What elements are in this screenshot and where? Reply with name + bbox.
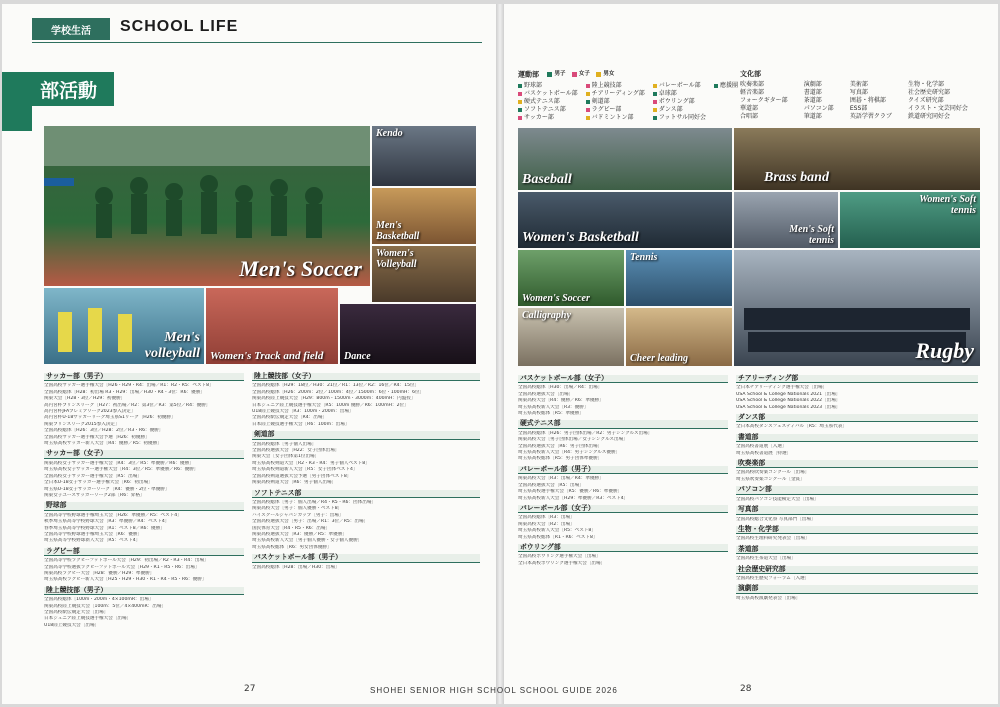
club-list-item bbox=[653, 82, 706, 90]
right-column-2 bbox=[736, 372, 978, 672]
club-result-line: 埼玉県高校新人大会［R5：ベスト8］ bbox=[518, 528, 596, 534]
club-heading: ダンス部 bbox=[736, 414, 978, 422]
club-heading: 写真部 bbox=[736, 506, 978, 514]
club-name: ボウリング部 bbox=[658, 97, 695, 105]
club-result-line: 全国高校総体［H26：200m：2位／100m：4位／1500m：6位・100mH：6位］ bbox=[252, 389, 425, 395]
photo-dance bbox=[340, 304, 476, 364]
club-list-item bbox=[586, 98, 645, 106]
club-result-line: 関東高校陸上競技大会［H29：800m・1500m・3000m：400mH：円盤投］ bbox=[252, 396, 416, 402]
club-heading: バスケットボール部（男子） bbox=[252, 554, 480, 562]
club-list-item bbox=[804, 81, 842, 89]
caption-rugby: Rugby bbox=[915, 338, 974, 363]
club-result-line: 関東高校大会［R2：出場］ bbox=[518, 521, 575, 527]
gender-marker bbox=[653, 116, 657, 120]
club-result-line: 全国高校生茶道大会［出場］ bbox=[736, 556, 796, 562]
club-result-line: 全国高校サッカー選手権大会［H26・R29・R4：出場／R1：R2・R5：ベスト8］ bbox=[44, 383, 214, 389]
club-name: 社会歴史研究部 bbox=[908, 89, 951, 96]
club-list-item bbox=[850, 105, 900, 113]
club-name: 軽音楽部 bbox=[740, 89, 765, 96]
club-name: 合唱部 bbox=[740, 113, 759, 120]
club-result-line: 全日本チアリーディング選手権大会［出場］ bbox=[736, 385, 828, 391]
club-result-line: 全国高校剣道選抜大会予選［男子団体ベスト8］ bbox=[252, 473, 352, 479]
right-column-1 bbox=[518, 372, 728, 672]
photo-brass bbox=[734, 128, 980, 190]
caption-baseball: Baseball bbox=[522, 172, 572, 187]
club-result-line: 全国高校選抜大会［男子：出場／R1：3位／R5：出場］ bbox=[252, 519, 369, 525]
club-result-line: USA School & College Nationals 2022［出場］ bbox=[736, 398, 841, 404]
club-result-line: 埼玉県高校新人大会［R4：男子シングルス優勝］ bbox=[518, 450, 621, 456]
club-list-item bbox=[908, 113, 976, 121]
club-heading: バレーボール部（男子） bbox=[518, 466, 728, 474]
club-result-line: 関東高校大会［R3：出場／R4：準優勝］ bbox=[518, 476, 604, 482]
club-result-line: 全国高等学校ラグビーフットボール大会［H29：初出場／R2・R3・R4：出場］ bbox=[44, 558, 209, 564]
club-name: 剣道部 bbox=[591, 97, 610, 105]
club-list-item bbox=[740, 105, 796, 113]
club-list-item bbox=[714, 114, 738, 122]
club-result-line: 全国高校書道展［入選］ bbox=[736, 444, 787, 450]
club-name: ソフトテニス部 bbox=[524, 105, 566, 113]
club-heading: 剣道部 bbox=[252, 431, 480, 439]
caption-soft-tennis-women: Women's Soft tennis bbox=[919, 194, 976, 216]
gender-marker bbox=[586, 100, 590, 104]
club-heading: ボウリング部 bbox=[518, 544, 728, 552]
page-number-left: 27 bbox=[244, 684, 256, 694]
club-result-line: 全国高校選抜大会［H22：女子団体出場］ bbox=[252, 448, 340, 454]
gender-marker bbox=[653, 84, 657, 88]
club-result-line: 全国高校選抜大会［R5：出場］ bbox=[518, 482, 584, 488]
club-heading: サッカー部（女子） bbox=[44, 450, 244, 458]
club-result-line: 日本ジュニア陸上競技選手権大会［出場］ bbox=[44, 616, 132, 622]
gender-marker bbox=[586, 84, 590, 88]
club-result-line: 全国高等学校選抜ラグビーフットボール大会［H29・R1・R5・R6：出場］ bbox=[44, 564, 200, 570]
sports-list-title: 運動部 bbox=[518, 70, 539, 79]
right-page bbox=[504, 4, 998, 704]
club-heading: 硬式テニス部 bbox=[518, 420, 728, 428]
photo-volleyball-men bbox=[44, 288, 204, 364]
photo-tennis bbox=[626, 250, 732, 306]
club-name: 華道部 bbox=[740, 105, 759, 112]
club-name: ラグビー部 bbox=[591, 105, 622, 113]
club-name: チアリーディング部 bbox=[591, 89, 645, 97]
club-heading: 陸上競技部（女子） bbox=[252, 373, 480, 381]
gender-marker bbox=[653, 92, 657, 96]
club-result-line: 埼玉県高校総体［R5：男子団体準優勝］ bbox=[518, 456, 603, 462]
club-heading: チアリーディング部 bbox=[736, 375, 978, 383]
club-list-item bbox=[804, 105, 842, 113]
photo-soccer-women bbox=[518, 250, 624, 306]
club-result-line: 関東プリンスリーグ2015参入決定］ bbox=[44, 421, 120, 427]
club-result-line: 日本陸上競技選手権大会［R6：100m：出場］ bbox=[252, 421, 350, 427]
club-heading: バレーボール部（女子） bbox=[518, 505, 728, 513]
club-list-item bbox=[850, 89, 900, 97]
club-list-item bbox=[740, 113, 796, 121]
gender-marker bbox=[653, 100, 657, 104]
club-name: 陸上競技部 bbox=[591, 81, 622, 89]
caption-brass: Brass band bbox=[764, 170, 829, 185]
club-heading: 野球部 bbox=[44, 502, 244, 510]
sports-club-list bbox=[518, 70, 739, 122]
club-result-line: 全国高校総合文化祭 写真部門［出場］ bbox=[736, 516, 816, 522]
club-result-line: 埼玉県高校サッカー新人大会［R4：優勝／R5：初優勝］ bbox=[44, 441, 162, 447]
photo-volleyball-women bbox=[372, 246, 476, 302]
caption-calligraphy: Calligraphy bbox=[522, 310, 571, 321]
club-name: 吹奏楽部 bbox=[740, 81, 765, 88]
club-result-line: 関東女子ユースサッカーリーグ2部［R6：昇格］ bbox=[44, 492, 145, 498]
club-result-line: 関東高校大会［R4：優勝／R6：準優勝］ bbox=[518, 398, 604, 404]
club-result-line: 関東高校大会［男子：個人優勝・ベスト8］ bbox=[252, 506, 343, 512]
club-name: 演劇部 bbox=[803, 81, 822, 88]
club-list-item bbox=[908, 97, 976, 105]
culture-list-title: 文化部 bbox=[740, 70, 761, 78]
club-name: 茶道部 bbox=[803, 97, 822, 104]
gender-marker bbox=[518, 100, 522, 104]
club-result-line: 国民体育大会［R4・R5・R6：出場］ bbox=[252, 525, 331, 531]
club-result-line: 全国高校総体［男子：個人出場／R4・R5・R6：団体出場］ bbox=[252, 499, 377, 505]
club-result-line: 埼玉県高校総体［R5：準優勝］ bbox=[518, 411, 584, 417]
club-result-line: U18陸上競技大会［出場］ bbox=[44, 622, 100, 628]
club-result-line: 全国高校総体［男子個人出場］ bbox=[252, 441, 317, 447]
club-result-line: 高円宮杯U-18サッカーリーグ埼玉県S1リーグ［H26：初優勝］ bbox=[44, 415, 176, 421]
club-result-line: 全日本高校ダンスフェスティバル［R5：埼玉県代表］ bbox=[736, 424, 847, 430]
club-list-item bbox=[740, 97, 796, 105]
club-name: 囲碁・将棋部 bbox=[849, 97, 886, 104]
club-list-item bbox=[518, 98, 578, 106]
club-result-line: 埼玉県高校新人大会［男子個人優勝・女子個人優勝］ bbox=[252, 538, 363, 544]
photo-rugby bbox=[734, 250, 980, 366]
photo-kendo bbox=[372, 126, 476, 186]
section-accent bbox=[2, 105, 32, 131]
culture-club-list bbox=[740, 70, 976, 121]
club-result-line: 全国高校生理科研究発表会［出場］ bbox=[736, 536, 810, 542]
header-rule bbox=[32, 42, 482, 43]
club-result-line: 関東大会［H28・3位／H29：初優勝］ bbox=[44, 396, 126, 402]
caption-soccer-women: Women's Soccer bbox=[522, 293, 590, 304]
club-name: フォークギター部 bbox=[740, 97, 788, 104]
club-name: 應援團 bbox=[720, 81, 739, 89]
photo-track bbox=[206, 288, 338, 364]
club-result-line: 埼玉県高校総体［R6：男女団体優勝］ bbox=[252, 544, 332, 550]
club-heading: ソフトテニス部 bbox=[252, 490, 480, 498]
culture-grid bbox=[740, 81, 976, 121]
photo-basketball-women bbox=[518, 192, 732, 248]
gender-marker bbox=[518, 108, 522, 112]
club-result-line: 全国高校駅伝競走大会［出場］ bbox=[44, 610, 109, 615]
club-result-line: 日本ジュニア陸上競技選手権大会［R5：100m 優勝／R6：100mH：2位］ bbox=[252, 402, 409, 408]
photo-basketball bbox=[372, 188, 476, 244]
caption-soccer: Men's Soccer bbox=[239, 256, 362, 281]
club-result-line: 関東高校選抜大会［R3：優勝／R5：準優勝］ bbox=[252, 531, 347, 537]
club-list-item bbox=[653, 90, 706, 98]
caption-volleyball-women: Women's Volleyball bbox=[376, 248, 417, 270]
club-result-line: 全国高校吹奏楽コンクール［出場］ bbox=[736, 470, 810, 476]
club-heading: 茶道部 bbox=[736, 546, 978, 554]
club-list-item bbox=[653, 114, 706, 122]
club-result-line: 埼玉県吹奏楽コンクール［金賞］ bbox=[736, 476, 805, 482]
club-list-item bbox=[518, 106, 578, 114]
club-list-item bbox=[518, 114, 578, 122]
club-result-line: 埼玉県高校ラグビー新人大会［H25・H29・H30・R1・R4・R5・R6：優勝］ bbox=[44, 577, 207, 583]
club-result-line: 全国高校生歴史フォーラム［入選］ bbox=[736, 575, 810, 581]
club-result-line: U18陸上競技大会［R3：100m・200m：出場］ bbox=[252, 409, 354, 415]
gutter bbox=[496, 4, 504, 704]
club-name: 美術部 bbox=[849, 81, 868, 88]
club-heading: パソコン部 bbox=[736, 486, 978, 494]
gender-marker bbox=[586, 108, 590, 112]
club-heading: 陸上競技部（男子） bbox=[44, 587, 244, 595]
club-result-line: 埼玉県高校新人大会［R3：優勝］ bbox=[518, 404, 589, 410]
club-result-line: 埼玉県高校総体［R1・R6：ベスト8］ bbox=[518, 534, 598, 540]
left-column-1 bbox=[44, 370, 244, 686]
club-heading: 演劇部 bbox=[736, 585, 978, 593]
club-list-item bbox=[908, 81, 976, 89]
club-result-line: 全国高校総体［H28：初出場 R3・H29：出場／H30・R4・3位：R6：優勝］ bbox=[44, 389, 205, 395]
club-heading: バスケットボール部（女子） bbox=[518, 375, 728, 383]
club-result-line: 全国高校総体［H28：出場／H30：出場］ bbox=[252, 564, 340, 570]
header-tag: 学校生活 bbox=[32, 18, 110, 40]
club-result-line: 全国高校総体［H26：男子団体出場／R2：男子シングルス出場］ bbox=[518, 430, 653, 436]
club-name: ESS部 bbox=[849, 105, 868, 112]
sports-grid bbox=[518, 81, 739, 122]
club-name: バドミントン部 bbox=[591, 113, 634, 121]
club-result-line: 全国高校選抜大会［R6：男子団体出場］ bbox=[518, 443, 603, 449]
club-list-item bbox=[653, 98, 706, 106]
gender-marker bbox=[518, 92, 522, 96]
club-list-item bbox=[740, 81, 796, 89]
club-result-line: 埼玉県高校選手権大会［R5：優勝／R6：準優勝］ bbox=[518, 489, 623, 495]
gender-marker bbox=[586, 92, 590, 96]
caption-basketball: Men's Basketball bbox=[376, 220, 420, 242]
caption-dance: Dance bbox=[344, 351, 371, 362]
club-result-line: 秋季埼玉県高等学校野球大会［R3：準優勝／R4：ベスト4］ bbox=[44, 519, 170, 525]
caption-basketball-women: Women's Basketball bbox=[522, 230, 639, 245]
club-name: 野球部 bbox=[524, 81, 543, 89]
club-heading: 吹奏楽部 bbox=[736, 460, 978, 468]
gender-marker bbox=[518, 84, 522, 88]
club-result-line: 全国高校総体［100m・200m・4×100mR：出場］ bbox=[44, 597, 154, 603]
club-result-line: ハイスクールジャパンカップ［男子：出場］ bbox=[252, 512, 344, 518]
club-list-item bbox=[908, 105, 976, 113]
photo-baseball bbox=[518, 128, 732, 190]
club-list-item bbox=[586, 114, 645, 122]
club-result-line: 高円宮杯JFAプレミアリーグ2023参入決定］ bbox=[44, 409, 136, 415]
gender-marker bbox=[714, 84, 718, 88]
club-list-item bbox=[714, 90, 738, 98]
club-result-line: 埼玉県高校書道展［特選］ bbox=[736, 450, 792, 456]
legend-female: 女子 bbox=[578, 71, 590, 77]
club-result-line: 全国高校駅伝競走大会［R4：出場］ bbox=[252, 415, 328, 421]
club-result-line: 全国高校総体［R3：出場］ bbox=[518, 515, 575, 521]
club-list-item bbox=[714, 82, 738, 90]
club-result-line: 全国高等学校野球選手権埼玉大会［H26：準優勝／R5：ベスト4］ bbox=[44, 512, 182, 518]
club-result-line: 関東高校女子サッカー選手権大会［R4：3位／R5：準優勝／R6：優勝］ bbox=[44, 460, 194, 466]
club-result-line: 全日本高校ボウリング選手権大会［出場］ bbox=[518, 560, 606, 566]
club-name: 書道部 bbox=[803, 89, 822, 96]
club-name: ダンス部 bbox=[658, 105, 683, 113]
gender-marker bbox=[586, 116, 590, 120]
photo-cheer bbox=[626, 308, 732, 366]
legend-coed: 男女 bbox=[603, 71, 615, 77]
club-heading: 社会歴史研究部 bbox=[736, 566, 978, 574]
club-list-item bbox=[586, 106, 645, 114]
caption-kendo: Kendo bbox=[376, 128, 403, 139]
left-column-2 bbox=[252, 370, 480, 686]
club-name: サッカー部 bbox=[524, 113, 554, 121]
club-list-item bbox=[653, 106, 706, 114]
club-result-line: 全国高校総体［H26：3位／H28：2位／R3・R6：優勝］ bbox=[44, 428, 164, 434]
club-result-line: 全国高校選抜大会［出場］ bbox=[518, 391, 574, 397]
club-result-line: 春季埼玉県高等学校野球大会［R1：ベスト8／R6：優勝］ bbox=[44, 525, 165, 531]
legend-male-swatch bbox=[547, 72, 552, 77]
club-result-line: 関東高校陸上競技大会［100m：5位／4×400mR：出場］ bbox=[44, 603, 167, 609]
club-result-line: 関東高校ラグビー大会［H28：優勝／H29：準優勝］ bbox=[44, 570, 155, 576]
club-list-item bbox=[740, 89, 796, 97]
club-result-line: 埼玉県高等学校野球新人大会［R5：ベスト4］ bbox=[44, 538, 141, 544]
photo-soft-tennis-men bbox=[734, 192, 838, 248]
club-result-line: 関東高校剣道大会［R6：男子個人出場］ bbox=[252, 480, 337, 486]
club-list-item bbox=[804, 113, 842, 121]
legend-male: 男子 bbox=[554, 71, 566, 77]
club-result-line: 関東高校大会［男子団体出場／女子シングルス出場］ bbox=[518, 437, 628, 443]
club-result-line: 埼玉県高校剣道大会［R2・R3・R4：男子個人ベスト8］ bbox=[252, 460, 370, 466]
gender-marker bbox=[518, 116, 522, 120]
club-list-item bbox=[586, 90, 645, 98]
club-result-line: 全国高校女子サッカー選手権大会［R5：出場］ bbox=[44, 473, 142, 479]
club-result-line: 全国高校ボウリング選手権大会［出場］ bbox=[518, 554, 601, 560]
club-list-item bbox=[586, 82, 645, 90]
caption-tennis: Tennis bbox=[630, 252, 658, 263]
photo-soft-tennis-women bbox=[840, 192, 980, 248]
club-name: 筆道部 bbox=[803, 113, 822, 120]
gender-marker bbox=[653, 108, 657, 112]
header-title: SCHOOL LIFE bbox=[120, 18, 239, 35]
club-result-line: 埼玉県U-18女子サッカーリーグ［R4：優勝・2位・準優勝］ bbox=[44, 486, 170, 492]
club-list-item bbox=[850, 113, 900, 121]
club-result-line: 埼玉県高校新人大会［H29：準優勝／R3：ベスト4］ bbox=[518, 495, 629, 501]
club-name: バスケットボール部 bbox=[524, 89, 578, 97]
caption-soft-tennis-men: Men's Soft tennis bbox=[789, 224, 834, 246]
club-result-line: 埼玉県高校剣道新人大会［R5：女子団体ベスト4］ bbox=[252, 467, 358, 473]
photo-soccer bbox=[44, 126, 370, 286]
club-list-item bbox=[714, 106, 738, 114]
club-list-item bbox=[714, 98, 738, 106]
club-name: 写真部 bbox=[849, 89, 868, 96]
club-result-line: USA School & College Nationals 2021［出場］ bbox=[736, 391, 841, 397]
club-list-item bbox=[850, 81, 900, 89]
caption-track: Women's Track and field bbox=[210, 350, 324, 362]
club-heading: 生物・化学部 bbox=[736, 526, 978, 534]
club-heading: ラグビー部 bbox=[44, 548, 244, 556]
page-number-right: 28 bbox=[740, 684, 752, 694]
club-name: 鉄道研究同好会 bbox=[908, 113, 951, 120]
section-title: 部活動 bbox=[2, 72, 114, 106]
club-name: フットサル同好会 bbox=[658, 113, 707, 121]
club-result-line: 全国高校サッカー選手権大会予選［H26：初優勝］ bbox=[44, 434, 150, 440]
legend-female-swatch bbox=[572, 72, 577, 77]
club-heading: サッカー部（男子） bbox=[44, 373, 244, 381]
club-name: 生物・化学部 bbox=[908, 81, 945, 88]
club-result-line: 全国高校パソコン技能検定大会［出場］ bbox=[736, 496, 819, 502]
club-result-line: 全国高等学校野球選手権埼玉大会［R6：優勝］ bbox=[44, 531, 142, 537]
club-list-item bbox=[518, 82, 578, 90]
club-list-item bbox=[908, 89, 976, 97]
photo-calligraphy bbox=[518, 308, 624, 366]
club-list-item bbox=[804, 89, 842, 97]
club-name: パソコン部 bbox=[803, 105, 834, 112]
club-name: クイズ研究部 bbox=[908, 97, 944, 104]
club-list-item bbox=[850, 97, 900, 105]
club-result-line: USA School & College Nationals 2023［出場］ bbox=[736, 404, 841, 410]
club-list-item bbox=[804, 97, 842, 105]
club-result-line: 高円宮杯プリンスリーグ［H27：初出場／R2：第3位／R3：第5位／R4：優勝］ bbox=[44, 402, 211, 408]
left-page bbox=[2, 4, 496, 704]
club-result-line: 埼玉県高校女子サッカー選手権大会［R4：3位／R5：準優勝／R6：優勝］ bbox=[44, 467, 199, 473]
club-name: イラスト・文芸同好会 bbox=[908, 105, 968, 112]
club-result-line: 全日本U-18女子サッカー選手権大会［R6：初出場］ bbox=[44, 480, 153, 486]
club-result-line: 全国高校総体［H30：出場／R4：出場］ bbox=[518, 385, 603, 391]
club-name: 卓球部 bbox=[658, 89, 677, 97]
caption-cheer: Cheer leading bbox=[630, 353, 689, 364]
club-result-line: 関東大会［女子団体第1位出場］ bbox=[252, 454, 320, 460]
club-result-line: 全国高校総体［H29：18位／H30：21位／R1：13位／R2：16位／R4：15位］ bbox=[252, 383, 420, 389]
club-name: 硬式テニス部 bbox=[524, 97, 560, 105]
club-result-line: 埼玉県高校演劇発表会［出場］ bbox=[736, 595, 801, 601]
club-name: バレーボール部 bbox=[658, 81, 701, 89]
club-list-item bbox=[518, 90, 578, 98]
club-heading: 書道部 bbox=[736, 434, 978, 442]
club-name: 英語学習クラブ bbox=[849, 113, 892, 120]
legend-coed-swatch bbox=[596, 72, 601, 77]
caption-volleyball-men: Men's volleyball bbox=[144, 330, 200, 361]
footer-school-name: SHOHEI SENIOR HIGH SCHOOL SCHOOL GUIDE 2026 bbox=[370, 686, 618, 695]
